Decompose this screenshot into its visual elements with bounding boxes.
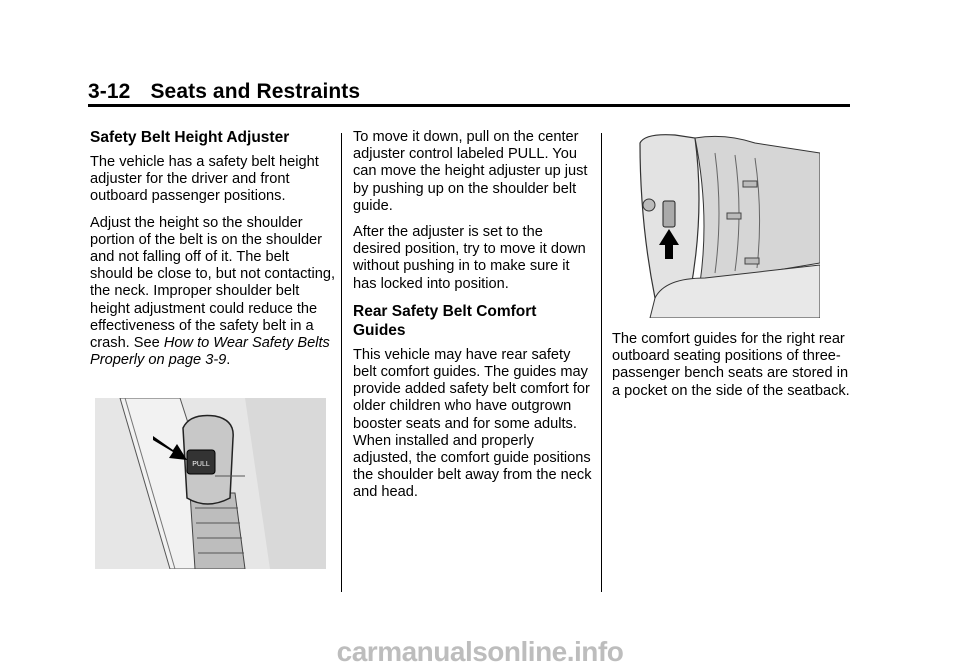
page-number: 3-12 [88, 80, 131, 103]
paragraph-intro: The vehicle has a safety belt height adjuster for the driver and front outboard passenger positions. [90, 154, 319, 205]
page-header [88, 80, 360, 104]
paragraph-adjust [90, 215, 335, 370]
heading-height-adjuster: Safety Belt Height Adjuster [90, 129, 290, 146]
rear-seat-illustration [635, 133, 820, 318]
paragraph-adjust-end: . [226, 352, 231, 369]
heading-comfort-guides: Rear Safety Belt Comfort Guides [353, 302, 537, 339]
column-divider-1 [341, 133, 342, 592]
comfort-guide-pocket [663, 201, 675, 227]
cross-reference-link[interactable]: How to Wear Safety Belts Properly on page 3-9 [90, 335, 330, 369]
paragraph-storage: The comfort guides for the right rear outboard seating positions of three-passenger bench seats are stored in a pocket on the side of the seatback. [612, 331, 850, 399]
column-1 [90, 128, 335, 378]
section-title: Seats and Restraints [150, 80, 361, 103]
column-2 [353, 129, 593, 511]
paragraph-locked: After the adjuster is set to the desired position, try to move it down without pushing in to make sure it has locked into position. [353, 224, 586, 292]
watermark: carmanualsonline.info [336, 636, 624, 667]
column-divider-2 [601, 133, 602, 592]
paragraph-comfort-guides: This vehicle may have rear safety belt comfort guides. The guides may provide added safety belt comfort for older children who have outgrown booster seats and for some adults. When installed and properly adjusted, the comfort guide positions the shoulder belt away from the neck and head. [353, 346, 592, 501]
column-3 [612, 331, 852, 409]
height-adjuster-illustration [95, 398, 326, 569]
pull-label: PULL [192, 461, 210, 468]
paragraph-adjust-text: Adjust the height so the shoulder portion of the belt is on the shoulder and not falling off of it. The belt should be close to, but not contacting, the neck. Improper shoulder belt height adjustment could reduce the effectiveness of the safety belt in a crash. See [90, 214, 336, 352]
paragraph-move-down: To move it down, pull on the center adjuster control labeled PULL. You can move the height adjuster up just by pushing up on the shoulder belt guide. [353, 129, 588, 214]
header-rule [88, 104, 850, 107]
